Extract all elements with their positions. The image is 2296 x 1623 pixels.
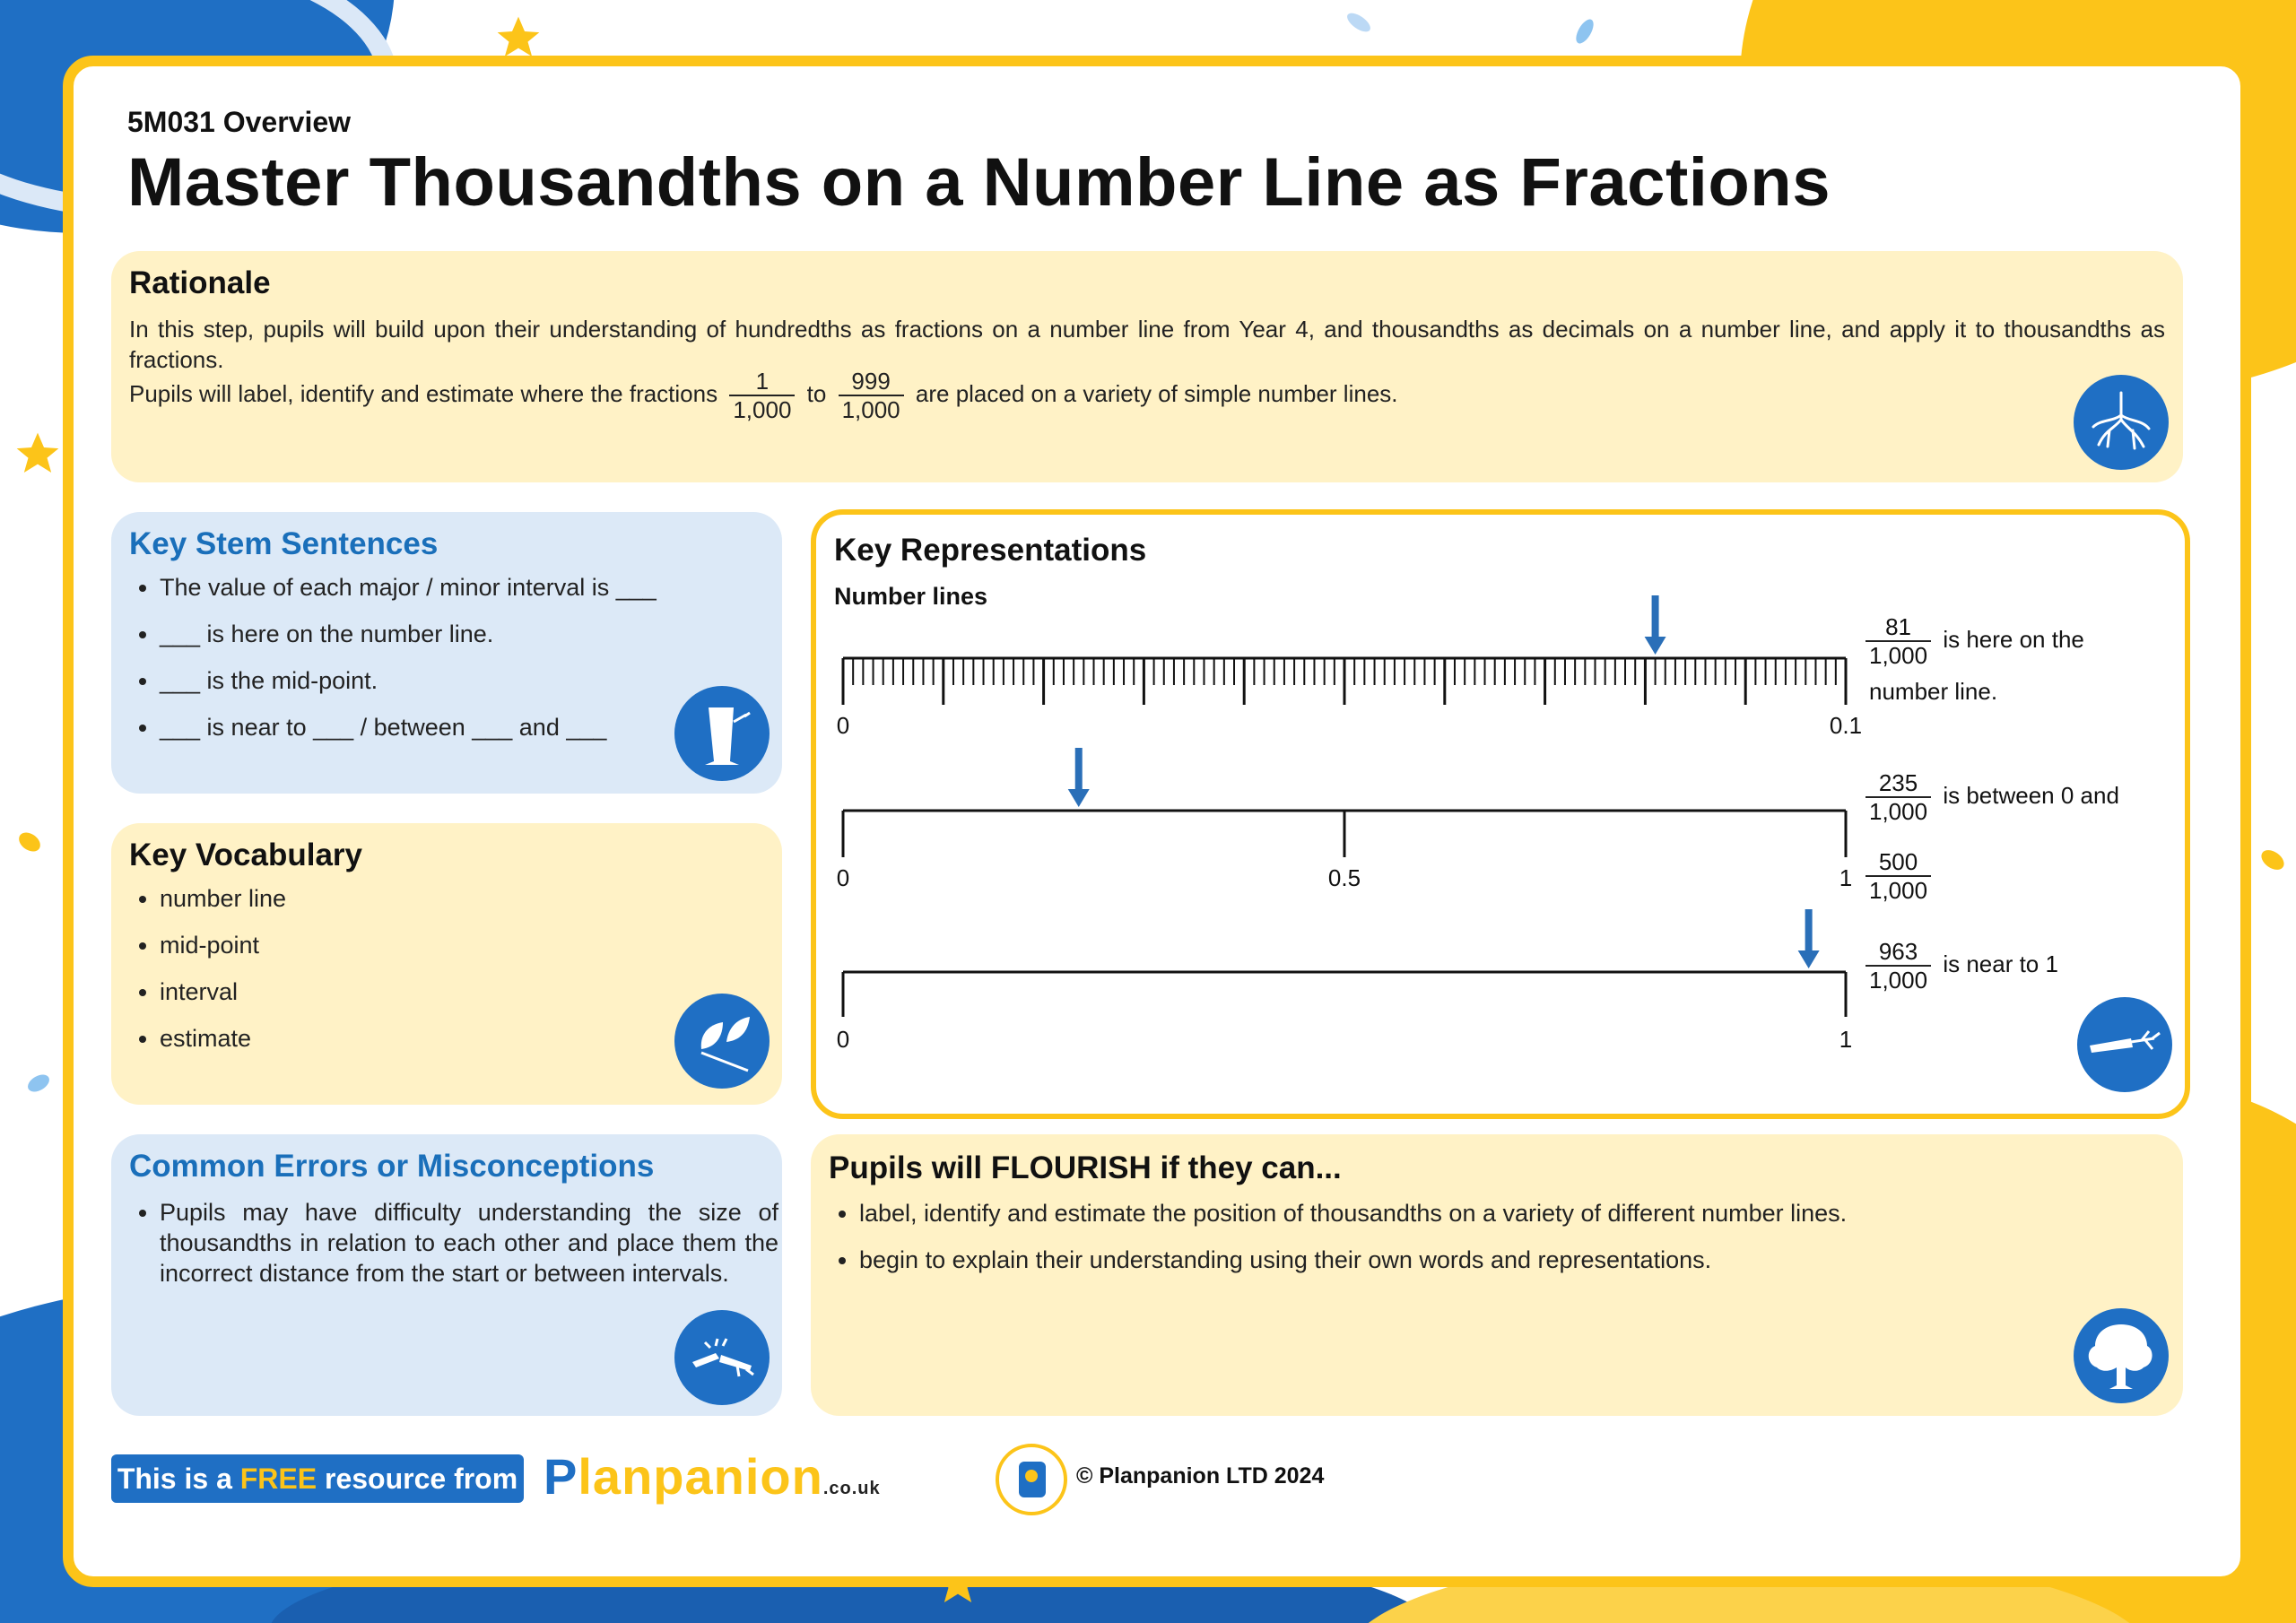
caption-text: is near to 1 (1943, 950, 2058, 977)
fraction-denominator: 1,000 (841, 396, 900, 423)
rationale-heading: Rationale (129, 265, 271, 300)
planpanion-logo[interactable] (544, 1447, 881, 1506)
fraction (1866, 848, 1931, 904)
vocabulary-list (129, 884, 286, 1071)
list-item: • mid-point (160, 931, 286, 959)
caption-text: is here on the (1943, 625, 2084, 653)
star-icon (13, 429, 63, 479)
caption-line2b (1866, 848, 1936, 904)
badge-free-text: FREE (239, 1462, 317, 1495)
value-arrow (1068, 748, 1090, 807)
fraction-denominator: 1,000 (1869, 967, 1928, 994)
fraction-denominator: 1,000 (1869, 798, 1928, 825)
fraction-numerator: 235 (1866, 769, 1931, 798)
errors-heading: Common Errors or Misconceptions (129, 1149, 655, 1184)
representations-heading: Key Representations (834, 533, 1147, 568)
representations-panel (811, 509, 2190, 1119)
tick-label: 0.5 (1327, 864, 1361, 891)
brand-domain: .co.uk (822, 1479, 881, 1498)
errors-list (129, 1197, 778, 1306)
value-arrow (1645, 595, 1666, 655)
planpanion-badge-icon (996, 1444, 1067, 1515)
fraction (1866, 613, 1931, 669)
overview-code: 5M031 Overview (127, 106, 352, 138)
list-item: • interval (160, 977, 286, 1006)
list-item: • The value of each major / minor interval is ___ (160, 573, 657, 602)
bg-confetti (15, 829, 44, 855)
list-item: • number line (160, 884, 286, 913)
list-item: • ___ is the mid-point. (160, 666, 657, 695)
rationale-text: are placed on a variety of simple number lines. (915, 379, 1398, 407)
number-line-3 (837, 909, 1852, 1053)
list-item: • label, identify and estimate the position of thousandths on a variety of different number lines. (859, 1199, 1847, 1228)
full-tree-icon (2074, 1308, 2169, 1403)
page-title: Master Thousandths on a Number Line as Fractions (127, 144, 1831, 221)
number-line-ticks (843, 658, 1846, 705)
flourish-list (829, 1199, 1847, 1292)
number-line-2 (837, 748, 1852, 891)
fraction-numerator: 81 (1866, 613, 1931, 642)
caption-line1 (1866, 613, 2084, 669)
tick-label: 0.1 (1829, 712, 1863, 739)
leaves-icon (674, 994, 770, 1089)
errors-panel (111, 1134, 782, 1416)
flourish-panel (811, 1134, 2183, 1416)
fraction-numerator: 500 (1866, 848, 1931, 877)
vocabulary-panel (111, 823, 782, 1105)
brand-name: lanpanion (578, 1448, 823, 1505)
list-item: • begin to explain their understanding using their own words and representations. (859, 1245, 1847, 1274)
tick-label: 0 (836, 1026, 850, 1053)
roots-icon (2074, 375, 2169, 470)
tick-label: 1 (1839, 864, 1853, 891)
rationale-panel (111, 251, 2183, 482)
number-lines-subheading: Number lines (834, 583, 988, 610)
badge-text: This is a (117, 1462, 240, 1495)
fraction-numerator: 999 (839, 368, 904, 396)
stem-sentences-heading: Key Stem Sentences (129, 526, 439, 561)
tree-trunk-icon (674, 686, 770, 781)
free-resource-badge (111, 1454, 524, 1503)
list-item: • ___ is here on the number line. (160, 620, 657, 648)
branch-icon (2077, 997, 2172, 1092)
vocabulary-heading: Key Vocabulary (129, 838, 363, 872)
fraction-numerator: 963 (1866, 938, 1931, 967)
rationale-paragraph: In this step, pupils will build upon their understanding of hundredths as fractions on a number line from Year 4, and thousandths as decimals on a number line, and apply it to thousandths as fractions. (129, 316, 2165, 373)
rationale-fractions-sentence (129, 368, 2013, 423)
stem-sentences-panel (111, 512, 782, 794)
list-item: • Pupils may have difficulty understanding the size of thousandths in relation to each other and place them the incorrect distance from the start or between intervals. (160, 1197, 778, 1289)
list-item: • estimate (160, 1024, 286, 1053)
value-arrow (1798, 909, 1820, 968)
fraction (1866, 938, 1931, 994)
caption-text: number line. (1869, 678, 1998, 705)
tick-label: 1 (1839, 1026, 1853, 1053)
badge-text: resource from (317, 1462, 518, 1495)
fraction-denominator: 1,000 (1869, 642, 1928, 669)
rationale-text: Pupils will label, identify and estimate where the fractions (129, 379, 718, 407)
bg-confetti (25, 1072, 53, 1096)
bg-confetti (1344, 10, 1374, 36)
stem-sentences-list (129, 573, 657, 759)
fraction (729, 368, 795, 423)
copyright-text: © Planpanion LTD 2024 (1076, 1463, 1325, 1488)
fraction-denominator: 1,000 (1869, 877, 1928, 904)
tick-label: 0 (836, 712, 850, 739)
caption-line2 (1866, 769, 2119, 825)
bg-confetti (1572, 17, 1596, 47)
fraction (1866, 769, 1931, 825)
flourish-heading: Pupils will FLOURISH if they can... (829, 1150, 1342, 1185)
bg-confetti (2257, 846, 2287, 874)
caption-line3 (1866, 938, 2058, 994)
broken-branch-icon (674, 1310, 770, 1405)
fraction-numerator: 1 (729, 368, 795, 396)
caption-text: is between 0 and (1943, 781, 2119, 809)
brand-initial: P (544, 1448, 578, 1505)
rationale-text: to (806, 379, 827, 407)
number-line-1 (837, 595, 1862, 739)
tick-label: 0 (836, 864, 850, 891)
fraction (839, 368, 904, 423)
fraction-denominator: 1,000 (733, 396, 792, 423)
list-item: • ___ is near to ___ / between ___ and ___ (160, 713, 657, 742)
